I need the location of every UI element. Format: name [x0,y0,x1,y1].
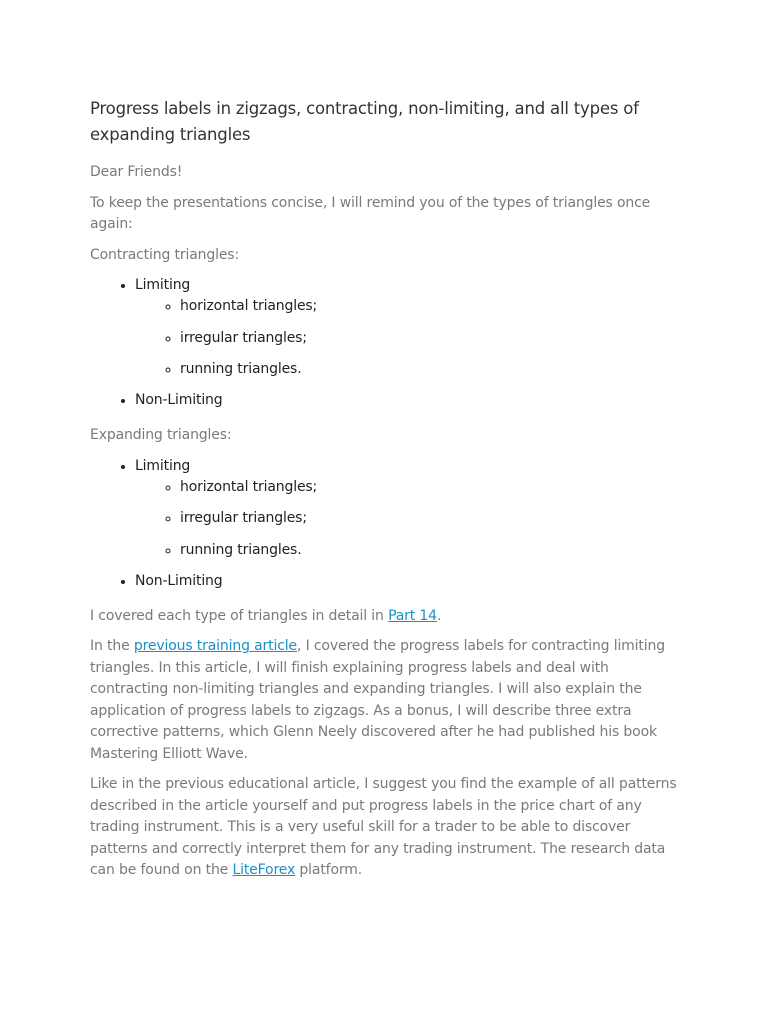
paragraph-text: . [436,607,442,624]
expanding-limiting-sublist [135,477,678,561]
contracting-limiting-sublist [135,296,678,380]
article-title: Progress labels in zigzags, contracting, non-limiting, and all types of expanding triangles [90,99,639,144]
list-item-label: Limiting [135,457,191,474]
list-item-label: Non-Limiting [135,392,223,408]
part-14-link[interactable]: Part 14 [388,607,437,624]
list-item: ◦ horizontal triangles; [180,296,678,317]
paragraph-text: I covered each type of triangles in detail in [90,607,389,624]
list-item [135,390,678,411]
paragraph-text: Like in the previous educational article, I suggest you find the example of all patterns described in the article yourself and put progress labels in the price chart of any trading instrument. This is a very useful skill for a trader to be able to discover patterns and correctly interpret them for any trading instrument. The research data can be found on the [90,776,677,878]
paragraph-text: In the [90,638,134,654]
list-item [135,571,678,592]
list-item: ◦ irregular triangles; [180,508,678,529]
liteforex-link[interactable]: LiteForex [232,862,296,878]
contracting-list [90,275,678,411]
covered-paragraph [90,606,678,628]
paragraph-text: , I covered the progress labels for contracting limiting triangles. In this article, I will finish explaining progress labels and deal with contracting non-limiting triangles and expanding triangles. I will also explain the application of progress labels to zigzags. As a bonus, I will describe three extra corrective patterns, which Glenn Neely discovered after he had published his book Mastering Elliott Wave. [90,638,665,762]
list-item [135,275,678,380]
list-item: ◦ irregular triangles; [180,328,678,349]
expanding-heading: Expanding triangles: [90,427,232,443]
contracting-heading: Contracting triangles: [90,246,240,263]
list-item-label: Limiting [135,277,191,293]
list-item [135,456,678,561]
expanding-list [90,456,678,592]
list-item: ◦ horizontal triangles; [180,477,678,498]
suggestion-paragraph [90,774,678,882]
list-item: ◦ running triangles. [180,540,678,561]
previous-article-paragraph [90,636,678,765]
previous-training-article-link[interactable]: previous training article [133,638,297,654]
greeting: Dear Friends! [90,164,183,180]
list-item-label: Non-Limiting [135,572,223,589]
article-body [90,96,678,891]
paragraph-text: platform. [295,862,363,878]
list-item: ◦ running triangles. [180,359,678,380]
intro-paragraph: To keep the presentations concise, I will remind you of the types of triangles once again: [90,194,651,232]
